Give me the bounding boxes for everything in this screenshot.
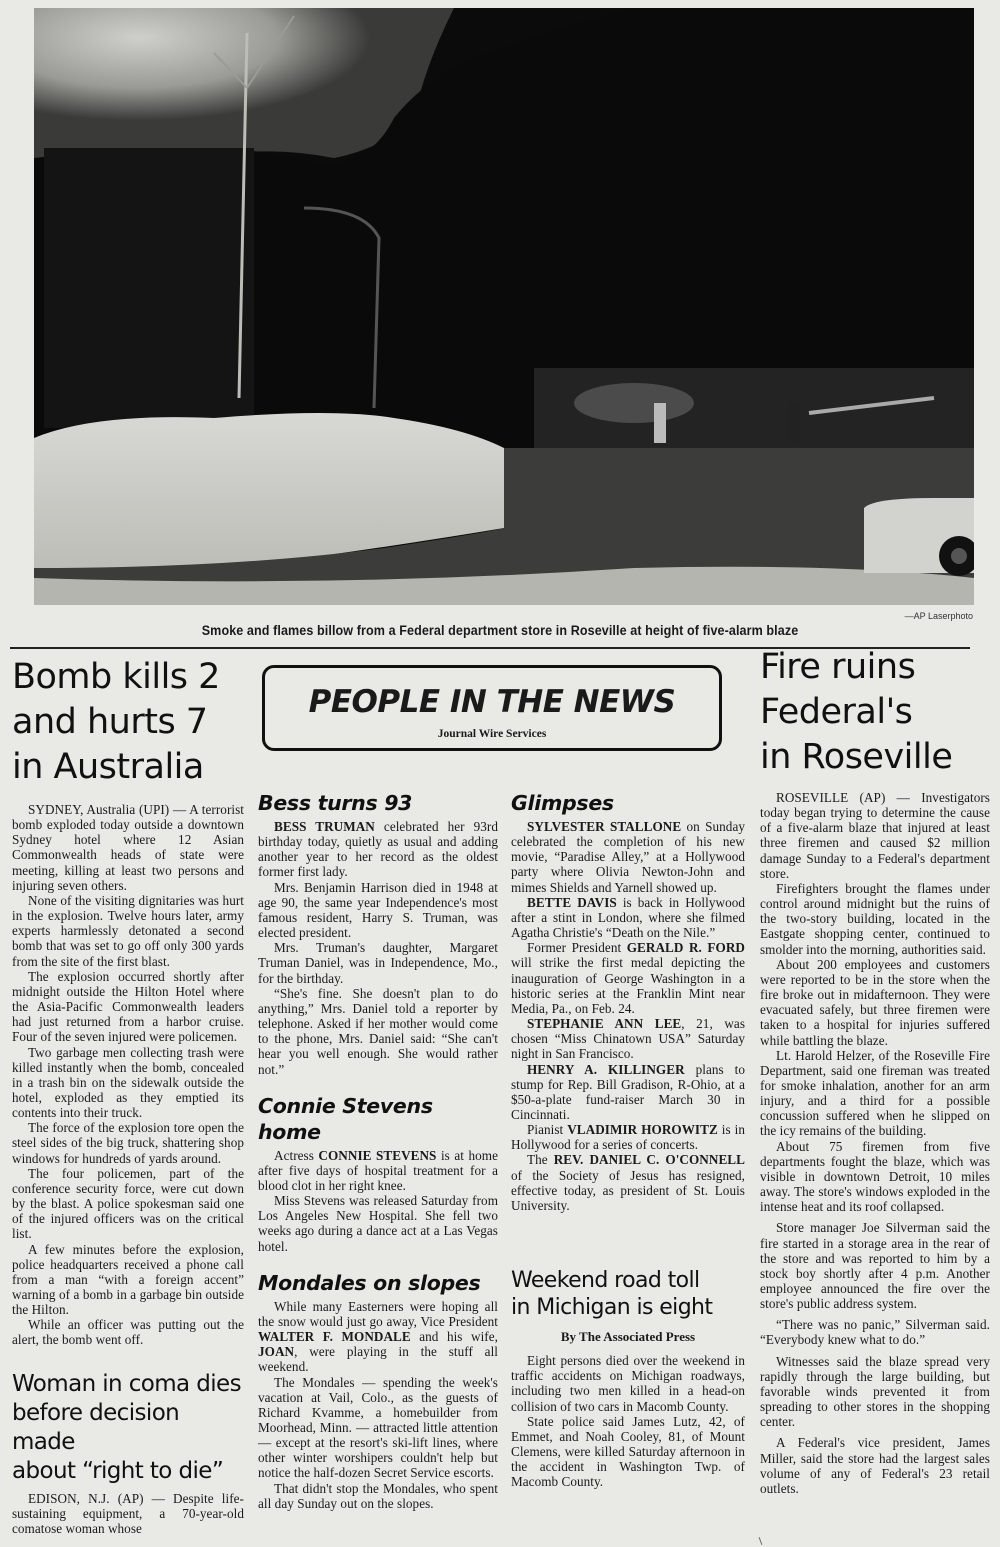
person-name: HENRY A. KILLINGER [527, 1061, 685, 1077]
paragraph: The force of the explosion tore open the steel sides of the big truck, shattering shop windows for hundreds of yards around. [12, 1120, 244, 1166]
headline-bess: Bess turns 93 [258, 791, 413, 815]
headline-fire [760, 645, 990, 780]
section-source: Journal Wire Services [437, 728, 547, 740]
headline-line: Federal's [760, 692, 913, 732]
person-name: SYLVESTER STALLONE [527, 819, 682, 834]
person-name: BETTE DAVIS [527, 894, 617, 910]
headline-connie: Connie Stevens home [258, 1093, 433, 1144]
glimpse-item [511, 1152, 745, 1213]
article-coma-body [12, 1491, 244, 1536]
paragraph: EDISON, N.J. (AP) — Despite life-sustaining equipment, a 70-year-old comatose woman whose [12, 1490, 244, 1536]
headline-line: about “right to die” [12, 1457, 224, 1484]
paragraph: Eight persons died over the weekend in traffic accidents on Michigan roadways, including two men killed in a head-on collision of two cars in Macomb County. [511, 1353, 745, 1414]
column-4 [760, 645, 990, 1496]
headline-coma [12, 1370, 244, 1486]
headline-line: before decision made [12, 1399, 180, 1455]
text: , were playing in the stuff all weekend. [258, 1344, 498, 1375]
headline-roadtoll [511, 1267, 745, 1321]
photo-caption: Smoke and flames billow from a Federal department store in Roseville at height of five-alarm blaze [201, 623, 799, 638]
paragraph: ROSEVILLE (AP) — Investigators today began trying to determine the cause of a five-alarm blaze that injured at least three firemen and caused $2 million damage Sunday to a Federal's department store. [760, 790, 990, 881]
paragraph: Witnesses said the blaze spread very rapidly through the large building, but favorable winds prevented it from spreading to other stores in the shopping center. [760, 1353, 990, 1430]
article-mondales-body [258, 1299, 498, 1511]
headline-bomb [12, 655, 244, 790]
people-in-the-news-banner [262, 665, 722, 751]
paragraph: State police said James Lutz, 42, of Emmet, and Noah Cooley, 81, of Mount Clemens, were killed Saturday afternoon in the accident in Washington Twp. of Macomb County. [511, 1413, 745, 1490]
column-2 [258, 790, 498, 1511]
photo-credit: —AP Laserphoto [904, 611, 973, 621]
glimpse-item [511, 819, 745, 895]
headline-line: in Michigan is eight [511, 1295, 713, 1321]
article-bess-body [258, 819, 498, 1077]
fire-scene-image [34, 8, 974, 605]
paragraph: Miss Stevens was released Saturday from Los Angeles New Hospital. She fell two weeks ago during a dance act at a Las Vegas hotel. [258, 1193, 498, 1254]
headline-line: Weekend road toll [511, 1268, 700, 1294]
text: of the Society of Jesus has resigned, effective today, as president of St. Louis University. [511, 1167, 745, 1213]
paragraph: The explosion occurred shortly after midnight outside the Hilton Hotel where the Asia-Pacific Commonwealth leaders had just returned from a harbor cruise. Four of the seven injured were policemen. [12, 968, 244, 1045]
glimpse-item [511, 1016, 745, 1061]
paragraph: While an officer was putting out the alert, the bomb went off. [12, 1317, 244, 1348]
text: Pianist [527, 1122, 568, 1138]
paragraph: The four policemen, part of the conference security force, were cut down by the blast. A police spokesman said one of the injured officers was on the critical list. [12, 1165, 244, 1242]
article-fire-body [760, 790, 990, 1496]
paragraph: None of the visiting dignitaries was hurt in the explosion. Twelve hours later, army experts harmlessly detonated a second bomb that was set to go off only 300 yards from the site of the first blast. [12, 892, 244, 969]
paragraph [258, 819, 498, 880]
headline-line: in Roseville [760, 737, 953, 777]
headline-line: Woman in coma dies [12, 1370, 241, 1397]
section-title: PEOPLE IN THE NEWS [308, 684, 676, 720]
text: Former President [527, 940, 627, 956]
paragraph [258, 1299, 498, 1375]
person-name: BESS TRUMAN [274, 819, 375, 834]
print-mark [759, 1537, 763, 1545]
text: is back in Hollywood after a stint in London, where she filmed Agatha Christie's “Death on the Nile.” [511, 894, 745, 941]
text: Actress [274, 1147, 319, 1163]
paragraph: Mrs. Benjamin Harrison died in 1948 at age 90, the same year Independence's most famous resident, Harry S. Truman, was elected president. [258, 879, 498, 941]
text: plans to stump for Rep. Bill Gradison, R-Ohio, at a $50-a-plate fund-raiser March 30 in Cincinnati. [511, 1061, 745, 1122]
text: celebrated her 93rd birthday today, quietly as usual and adding another year to her record as the oldest former first lady. [258, 819, 498, 880]
text: will strike the first medal depicting the inauguration of George Washington in a historic series at the Franklin Mint near Media, Pa., on Feb. 24. [511, 955, 745, 1016]
person-name: VLADIMIR HOROWITZ [567, 1122, 718, 1138]
paragraph: “There was no panic,” Silverman said. “Everybody knew what to do.” [760, 1317, 990, 1348]
person-name: CONNIE STEVENS [318, 1147, 437, 1163]
article-glimpses-body [511, 819, 745, 1213]
paragraph: Store manager Joe Silverman said the fire started in a storage area in the rear of the store and was reported to him by a stock boy shortly after 4 p.m. Another employee announced the fire over the store's public address system. [760, 1220, 990, 1312]
article-bomb-body [12, 802, 244, 1348]
person-name: GERALD R. FORD [626, 940, 745, 956]
paragraph: A Federal's vice president, James Miller, said the store had the largest sales volume of any of Federal's 23 retail outlets. [760, 1435, 990, 1496]
glimpse-item [511, 895, 745, 940]
paragraph: “She's fine. She doesn't plan to do anything,” Mrs. Daniel told a reporter by telephone. Asked if her mother would come to the phone, Mrs. Daniel said: “She can't hear you well enough. She would rather not.” [258, 985, 498, 1077]
article-connie-body [258, 1148, 498, 1254]
paragraph [258, 1148, 498, 1193]
text: and his wife, [410, 1329, 498, 1345]
paragraph: That didn't stop the Mondales, who spent all day Sunday out on the slopes. [258, 1480, 498, 1511]
text: is at home after five days of hospital treatment for a blood clot in her right knee. [258, 1147, 499, 1193]
person-name: JOAN [258, 1344, 295, 1360]
headline-line: and hurts 7 [12, 702, 208, 742]
text: is in Hollywood for a series of concerts. [511, 1122, 745, 1153]
column-3 [511, 790, 745, 1489]
headline-mondales: Mondales on slopes [258, 1270, 481, 1295]
news-photo [34, 8, 974, 605]
paragraph: About 75 firemen from five departments fought the blaze, which was visible in downtown Detroit, 10 miles away. The store's windows exploded in the intense heat and its roof collapsed. [760, 1138, 990, 1215]
byline: By The Associated Press [560, 1329, 696, 1345]
headline-glimpses: Glimpses [511, 791, 614, 815]
paragraph: Firefighters brought the flames under control around midnight but the ruins of the two-story building, located in the Eastgate shopping center, continued to smolder into the morning, authorities said. [760, 880, 990, 957]
headline-line: Fire ruins [760, 647, 916, 687]
text: on Sunday celebrated the completion of his new movie, “Paradise Alley,” at a Hollywood party where Olivia Newton-John and mimes Shields and Yarnell showed up. [511, 819, 745, 895]
text: , 21, was chosen “Miss Chinatown USA” Saturday night in San Francisco. [511, 1016, 745, 1062]
headline-line: Bomb kills 2 [12, 657, 220, 697]
column-1 [12, 655, 244, 1536]
paragraph: The Mondales — spending the week's vacation at Vail, Colo., as the guests of Richard Kvamme, a homebuilder from Moorhead, Minn. — attracted little attention — except at the resort's ski-lift lines, where other winter worshipers couldn't help but notice the half-dozen Secret Service escorts. [258, 1374, 498, 1481]
paragraph: A few minutes before the explosion, police headquarters received a phone call from a man “with a foreign accent” warning of a bomb in a garbage bin outside the Hilton. [12, 1241, 244, 1318]
text: While many Easterners were hoping all the snow would just go away, Vice President [258, 1298, 498, 1329]
glimpse-item [511, 940, 745, 1016]
person-name: REV. DANIEL C. O'CONNELL [553, 1152, 745, 1168]
paragraph: Lt. Harold Helzer, of the Roseville Fire Department, said one fireman was treated for smoke inhalation, another for an arm injury, and a third for a possible concussion suffered when he slipped on the icy remains of the building. [760, 1047, 990, 1139]
person-name: WALTER F. MONDALE [258, 1329, 411, 1345]
glimpse-item [511, 1062, 745, 1123]
headline-line: in Australia [12, 747, 204, 787]
paragraph: SYDNEY, Australia (UPI) — A terrorist bomb exploded today outside a downtown Sydney hotel where 12 Asian Commonwealth heads of state were meeting, killing at least two persons and injuring seven others. [12, 802, 244, 893]
glimpse-item [511, 1122, 745, 1152]
person-name: STEPHANIE ANN LEE [527, 1016, 682, 1032]
text: The [527, 1152, 554, 1168]
paragraph: About 200 employees and customers were reported to be in the store when the fire broke out in midafternoon. They were evacuated safely, but three firemen were taken to a hospital for injuries suffered while battling the blaze. [760, 956, 990, 1048]
paragraph: Mrs. Truman's daughter, Margaret Truman Daniel, was in Independence, Mo., for the birthday. [258, 940, 498, 986]
article-roadtoll-body [511, 1353, 745, 1489]
paragraph: Two garbage men collecting trash were killed instantly when the bomb, concealed in a trash bin on the sidewalk outside the hotel, exploded as they emptied its contents into their truck. [12, 1044, 244, 1121]
